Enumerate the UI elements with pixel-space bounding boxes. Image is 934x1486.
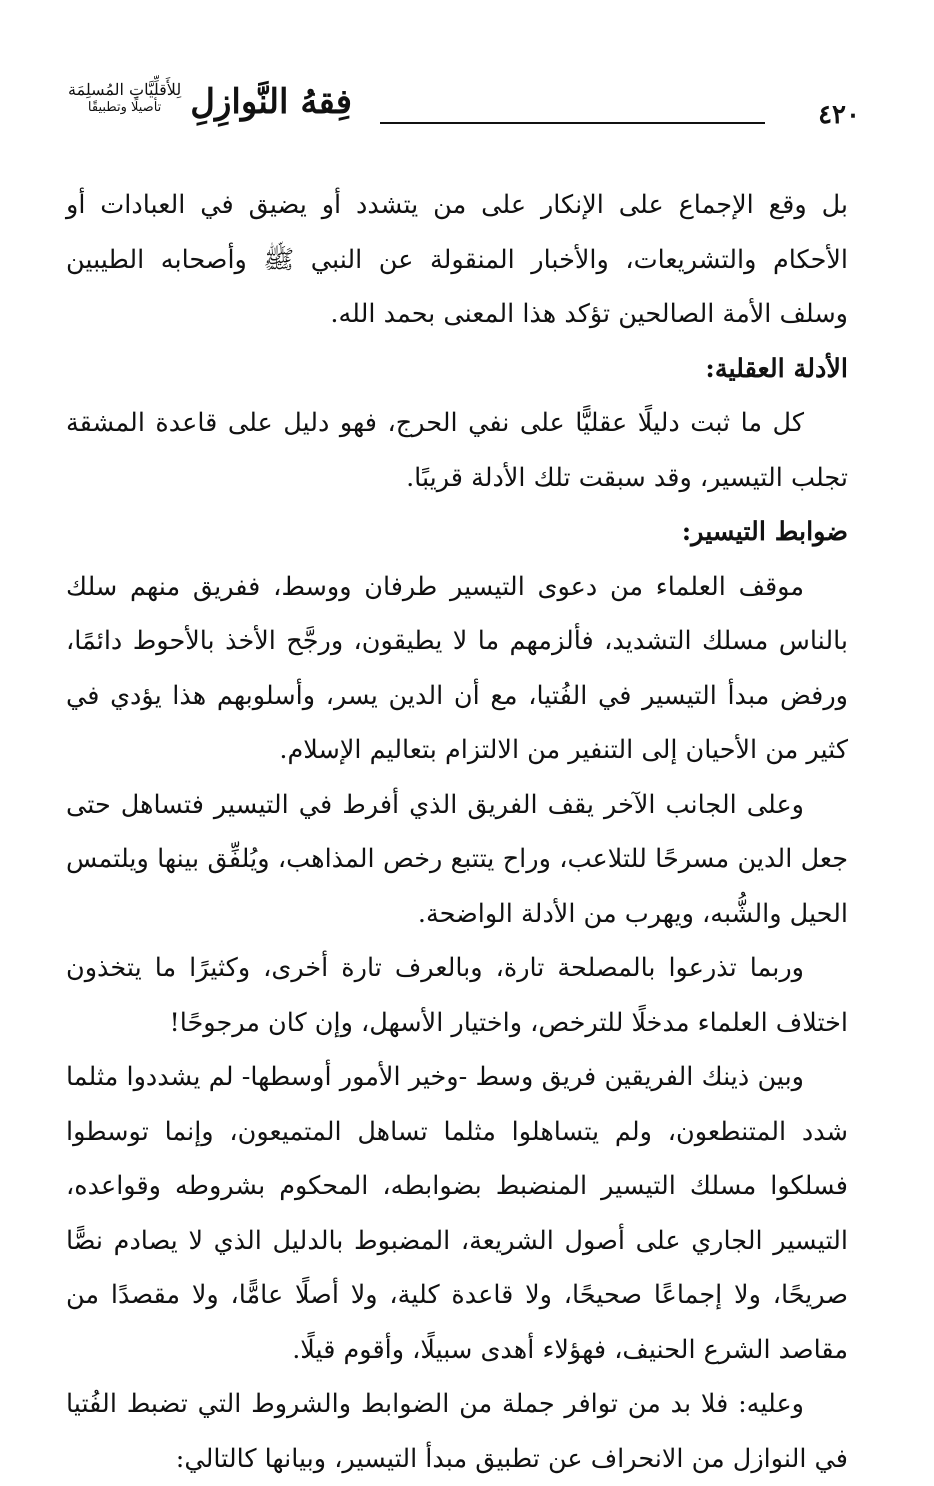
paragraph-6: وبين ذينك الفريقين فريق وسط -وخير الأمور أوسطها- لم يشددوا مثلما شدد المتنطعون، ولم يتساهلوا مثلما تساهل المتميعون، وإنما توسطوا فسلكوا مسلك التيسير المنضبط بضوابطه، المحكوم بشروطه وقواعده، التيسير الجاري على أصول الشريعة، المضبوط بالدليل الذي لا يصادم نصًّا صريحًا، ولا إجماعًا صحيحًا، ولا قاعدة كلية، ولا أصلًا عامًّا، ولا مقصدًا من مقاصد الشرع الحنيف، فهؤلاء أهدى سبيلًا، وأقوم قيلًا.	[66, 1062, 848, 1365]
book-title	[60, 80, 360, 150]
heading-facilitation-controls: ضوابط التيسير:	[681, 517, 848, 547]
header-rule	[380, 122, 765, 124]
book-title-subtitle: تأصيلًا وتطبيقًا	[87, 100, 162, 115]
page-number: ٤٢٠	[818, 100, 860, 130]
running-header	[60, 70, 860, 150]
paragraph-4: وعلى الجانب الآخر يقف الفريق الذي أفرط في التيسير فتساهل حتى جعل الدين مسرحًا للتلاعب، وراح يتتبع رخص المذاهب، ويُلفِّق بينها ويلتمس الحيل والشُّبه، ويهرب من الأدلة الواضحة.	[66, 789, 848, 929]
paragraph-5: وربما تذرعوا بالمصلحة تارة، وبالعرف تارة أخرى، وكثيرًا ما يتخذون اختلاف العلماء مدخلًا للترخص، واختيار الأسهل، وإن كان مرجوحًا!	[66, 953, 848, 1038]
page-body	[66, 178, 848, 1486]
book-title-main: فِقهُ النَّوازِلِ	[190, 82, 352, 122]
book-title-side-top: لِلأَقلِّيَّاتِ المُسلِمَة	[68, 80, 182, 99]
paragraph-7: وعليه: فلا بد من توافر جملة من الضوابط والشروط التي تضبط الفُتيا في النوازل من الانحراف عن تطبيق مبدأ التيسير، وبيانها كالتالي:	[66, 1389, 848, 1474]
book-title-side	[68, 80, 181, 116]
paragraph-1: بل وقع الإجماع على الإنكار على من يتشدد أو يضيق في العبادات أو الأحكام والتشريعات، والأخبار المنقولة عن النبي ﷺ وأصحابه الطيبين وسلف الأمة الصالحين تؤكد هذا المعنى بحمد الله.	[66, 190, 848, 329]
paragraph-3: موقف العلماء من دعوى التيسير طرفان ووسط، ففريق منهم سلك بالناس مسلك التشديد، فألزمهم ما لا يطيقون، ورجَّح الأخذ بالأحوط دائمًا، ورفض مبدأ التيسير في الفُتيا، مع أن الدين يسر، وأسلوبهم هذا يؤدي في كثير من الأحيان إلى التنفير من الالتزام بتعاليم الإسلام.	[66, 571, 848, 765]
paragraph-2: كل ما ثبت دليلًا عقليًّا على نفي الحرج، فهو دليل على قاعدة المشقة تجلب التيسير، وقد سبقت تلك الأدلة قريبًا.	[66, 408, 848, 493]
heading-rational-evidence: الأدلة العقلية:	[705, 353, 848, 384]
